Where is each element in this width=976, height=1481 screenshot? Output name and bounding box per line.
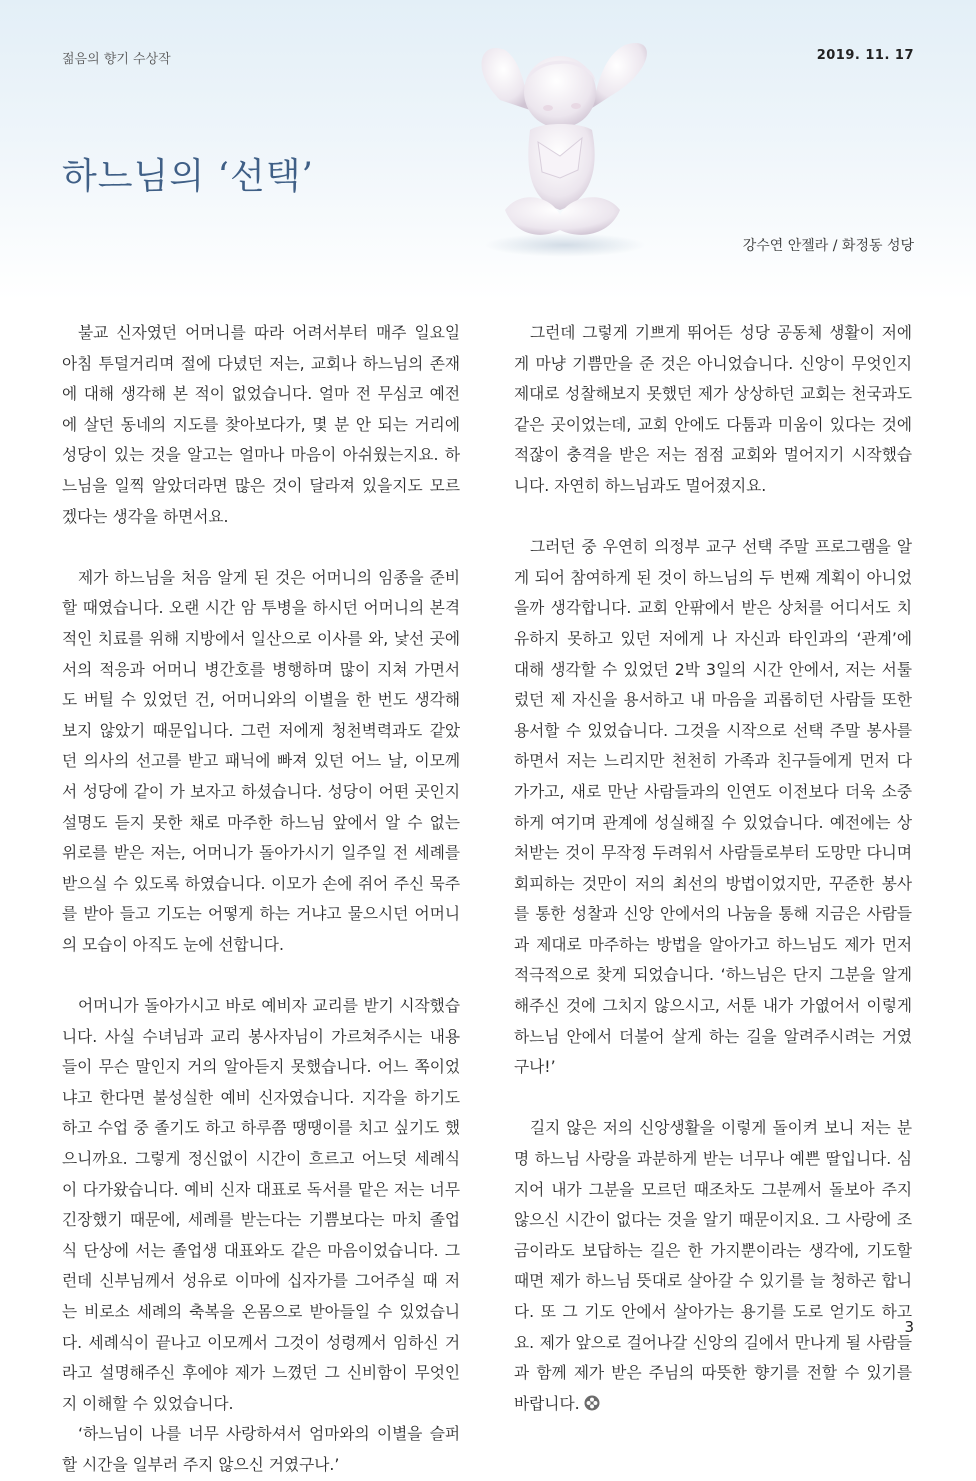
section-kicker: 젊음의 향기 수상작 — [62, 52, 171, 67]
paragraph: 불교 신자였던 어머니를 따라 어려서부터 매주 일요일 아침 투덜거리며 절에 다녔던 저는, 교회나 하느님의 존재에 대해 생각해 본 적이 없었습니다. 얼마 전 무심코 예전에 살던 동네의 지도를 찾아보다가, 몇 분 안 되는 거리에 성당이 있는 것을 알고는 얼마나 마음이 아쉬웠는지요. 하느님을 일찍 알았더라면 많은 것이 달라져 있을지도 모르겠다는 생각을 하면서요. — [62, 323, 460, 526]
closing-paragraph — [514, 1113, 912, 1419]
paragraph: 그러던 중 우연히 의정부 교구 선택 주말 프로그램을 알게 되어 참여하게 된 것이 하느님의 두 번째 계획이 아니었을까 생각합니다. 교회 안팎에서 받은 상처를 어디서도 치유하지 못하고 있던 저에게 나 자신과 타인과의 ‘관계’에 대해 생각할 수 있었던 2박 3일의 시간 안에서, 저는 서툴렀던 제 자신을 용서하고 내 마음을 괴롭히던 사람들 또한 용서할 수 있었습니다. 그것을 시작으로 선택 주말 봉사를 하면서 저는 느리지만 천천히 가족과 친구들에게 먼저 다가가고, 새로 만난 사람들과의 인연도 이전보다 더욱 소중하게 여기며 관계에 성실해질 수 있었습니다. 예전에는 상처받는 것이 무작정 두려워서 사람들로부터 도망만 다니며 회피하는 것만이 저의 최선의 방법이었지만, 꾸준한 봉사를 통한 성찰과 신앙 안에서의 나눔을 통해 지금은 사람들과 제대로 마주하는 방법을 알아가고 하느님도 제가 먼저 적극적으로 찾게 되었습니다. ‘하느님은 단지 그분을 알게 해주신 것에 그치지 않으시고, 서툰 내가 가엾어서 이렇게 하느님 안에서 더불어 살게 하는 길을 알려주시려는 거였구나!’ — [514, 537, 912, 1077]
paragraph: 제가 하느님을 처음 알게 된 것은 어머니의 임종을 준비할 때였습니다. 오랜 시간 암 투병을 하시던 어머니의 본격적인 치료를 위해 지방에서 일산으로 이사를 와, 낯선 곳에서의 적응과 어머니 병간호를 병행하며 많이 지쳐 가면서도 버틸 수 있었던 건, 어머니와의 이별을 한 번도 생각해보지 않았기 때문입니다. 그런 저에게 청천벽력과도 같았던 의사의 선고를 받고 패닉에 빠져 있던 어느 날, 이모께서 성당에 같이 가 보자고 하셨습니다. 성당이 어떤 곳인지 설명도 듣지 못한 채로 마주한 하느님 앞에서 알 수 없는 위로를 받은 저는, 어머니가 돌아가시기 일주일 전 세례를 받으실 수 있도록 하였습니다. 이모가 손에 쥐어 주신 묵주를 받아 들고 기도는 어떻게 하는 거냐고 물으시던 어머니의 모습이 아직도 눈에 선합니다. — [62, 567, 460, 954]
article-title: 하느님의 ‘선택’ — [62, 156, 314, 197]
closing-text: 길지 않은 저의 신앙생활을 이렇게 돌이켜 보니 저는 분명 하느님 사랑을 과분하게 받는 너무나 예쁜 딸입니다. 심지어 내가 그분을 모르던 때조차도 그분께서 돌보아 주지 않으신 시간이 없다는 것을 알기 때문이지요. 그 사랑에 조금이라도 보답하는 길은 한 가지뿐이라는 생각에, 기도할 때면 제가 하느님 뜻대로 살아갈 수 있기를 늘 청하곤 합니다. 또 그 기도 안에서 살아가는 용기를 도로 얻기도 하고요. 제가 앞으로 걸어나갈 신앙의 길에서 만나게 될 사람들과 함께 제가 받은 주님의 따뜻한 향기를 전할 수 있기를 바랍니다. — [514, 1118, 912, 1413]
left-column — [62, 318, 460, 1481]
flower-end-mark-icon — [584, 1395, 600, 1411]
right-column — [514, 318, 912, 1419]
paragraph: 그런데 그렇게 기쁘게 뛰어든 성당 공동체 생활이 저에게 마냥 기쁨만을 준 것은 아니었습니다. 신앙이 무엇인지 제대로 성찰해보지 못했던 제가 상상하던 교회는 천국과도 같은 곳이었는데, 교회 안에도 다툼과 미움이 있다는 것에 적잖이 충격을 받은 저는 점점 교회와 멀어지기 시작했습니다. 자연히 하느님과도 멀어졌지요. — [514, 323, 912, 495]
author-byline: 강수연 안젤라 / 화정동 성당 — [742, 238, 914, 254]
paragraph: 어머니가 돌아가시고 바로 예비자 교리를 받기 시작했습니다. 사실 수녀님과 교리 봉사자님이 가르쳐주시는 내용들이 무슨 말인지 거의 알아듣지 못했습니다. 어느 쪽이었냐고 한다면 불성실한 예비 신자였습니다. 지각을 하기도 하고 수업 중 졸기도 하고 하루쯤 땡땡이를 치고 싶기도 했으니까요. 그렇게 정신없이 시간이 흐르고 어느덧 세례식이 다가왔습니다. 예비 신자 대표로 독서를 맡은 저는 너무 긴장했기 때문에, 세례를 받는다는 기쁨보다는 마치 졸업식 단상에 서는 졸업생 대표와도 같은 마음이었습니다. 그런데 신부님께서 성유로 이마에 십자가를 그어주실 때 저는 비로소 세례의 축복을 온몸으로 받아들일 수 있었습니다. 세례식이 끝나고 이모께서 그것이 성령께서 임하신 거라고 설명해주신 후에야 제가 느꼈던 그 신비함이 무엇인지 이해할 수 있었습니다. — [62, 996, 460, 1413]
quote-paragraph: ‘하느님이 나를 너무 사랑하셔서 엄마와의 이별을 슬퍼할 시간을 일부러 주지 않으신 거였구나.’ — [62, 1424, 460, 1474]
issue-date: 2019. 11. 17 — [816, 48, 914, 63]
page-number: 3 — [904, 1318, 914, 1336]
angel-figurine-icon — [460, 30, 660, 260]
